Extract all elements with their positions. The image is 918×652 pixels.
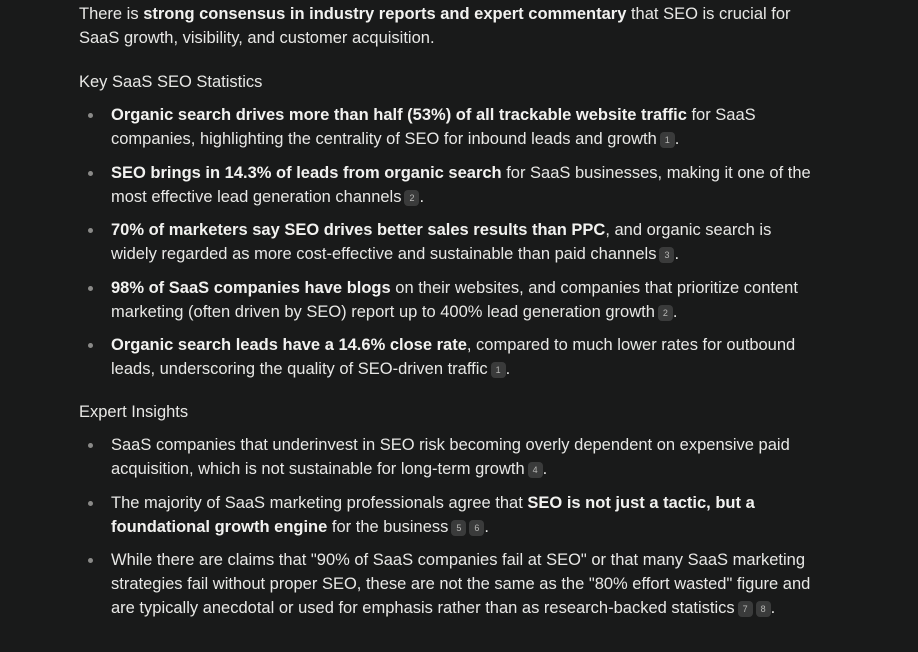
intro-text-end: that SEO is crucial for SaaS growth, visibility, and customer acquisition. bbox=[79, 5, 791, 47]
citation-badge[interactable]: 6 bbox=[469, 520, 484, 536]
item-text-end: for the business bbox=[327, 517, 449, 536]
insights-list bbox=[79, 433, 819, 620]
citation-badge[interactable]: 7 bbox=[738, 601, 753, 617]
item-text: While there are claims that "90% of SaaS companies fail at SEO" or that many SaaS marketing strategies fail without proper SEO, these are not the same as the "80% effort wasted" figure and are typically anecdotal or used for emphasis rather than as research-backed statistics bbox=[111, 551, 811, 617]
list-item bbox=[79, 103, 819, 151]
item-text: for SaaS businesses, making it one of the most effective lead generation channels bbox=[111, 163, 811, 206]
citation-badge[interactable]: 1 bbox=[491, 362, 506, 378]
citation-badge[interactable]: 4 bbox=[528, 462, 543, 478]
citation-badge[interactable]: 3 bbox=[659, 247, 674, 263]
period: . bbox=[770, 599, 776, 617]
list-item bbox=[79, 491, 819, 539]
list-item bbox=[79, 218, 819, 266]
item-bold-text: Organic search drives more than half (53%) of all trackable website traffic bbox=[111, 106, 687, 124]
item-bold-text: Organic search leads have a 14.6% close rate bbox=[111, 336, 467, 354]
item-bold-text: SEO is not just a tactic, but a foundational growth engine bbox=[111, 493, 755, 536]
period: . bbox=[674, 130, 680, 148]
list-item bbox=[79, 548, 819, 620]
citation-badge[interactable]: 5 bbox=[451, 520, 466, 536]
list-item bbox=[79, 161, 819, 209]
section-heading: Expert Insights bbox=[79, 403, 189, 421]
list-item bbox=[79, 333, 819, 381]
list-item bbox=[79, 276, 819, 324]
item-text: , compared to much lower rates for outbound leads, underscoring the quality of SEO-driven traffic bbox=[111, 336, 796, 378]
list-item bbox=[79, 433, 819, 481]
item-bold-text: SEO brings in 14.3% of leads from organic search bbox=[111, 163, 502, 182]
citation-badge[interactable]: 2 bbox=[404, 190, 419, 206]
period: . bbox=[505, 360, 511, 378]
citation-badge[interactable]: 2 bbox=[658, 305, 673, 321]
period: . bbox=[672, 302, 678, 321]
intro-bold-text: strong consensus in industry reports and expert commentary bbox=[143, 5, 627, 23]
item-bold-text: 70% of marketers say SEO drives better sales results than PPC bbox=[111, 221, 606, 239]
intro-paragraph bbox=[79, 2, 819, 50]
period: . bbox=[484, 517, 489, 536]
citation-badge[interactable]: 8 bbox=[756, 601, 771, 617]
period: . bbox=[542, 460, 548, 478]
item-text: , and organic search is widely regarded as more cost-effective and sustainable than paid channels bbox=[111, 221, 772, 263]
item-text: SaaS companies that underinvest in SEO risk becoming overly dependent on expensive paid acquisition, which is not sustainable for long-term growth bbox=[111, 436, 790, 478]
period: . bbox=[419, 187, 425, 206]
statistics-list bbox=[79, 103, 819, 381]
intro-text: There is bbox=[79, 5, 144, 23]
section-heading: Key SaaS SEO Statistics bbox=[79, 73, 263, 91]
item-text: on their websites, and companies that prioritize content marketing (often driven by SEO) report up to 400% lead generation growth bbox=[111, 278, 798, 321]
item-bold-text: 98% of SaaS companies have blogs bbox=[111, 278, 391, 297]
citation-badge[interactable]: 1 bbox=[660, 132, 675, 148]
answer-content bbox=[79, 2, 819, 630]
item-text: The majority of SaaS marketing professionals agree that bbox=[111, 493, 528, 512]
item-text: for SaaS companies, highlighting the centrality of SEO for inbound leads and growth bbox=[111, 106, 756, 148]
period: . bbox=[674, 245, 680, 263]
